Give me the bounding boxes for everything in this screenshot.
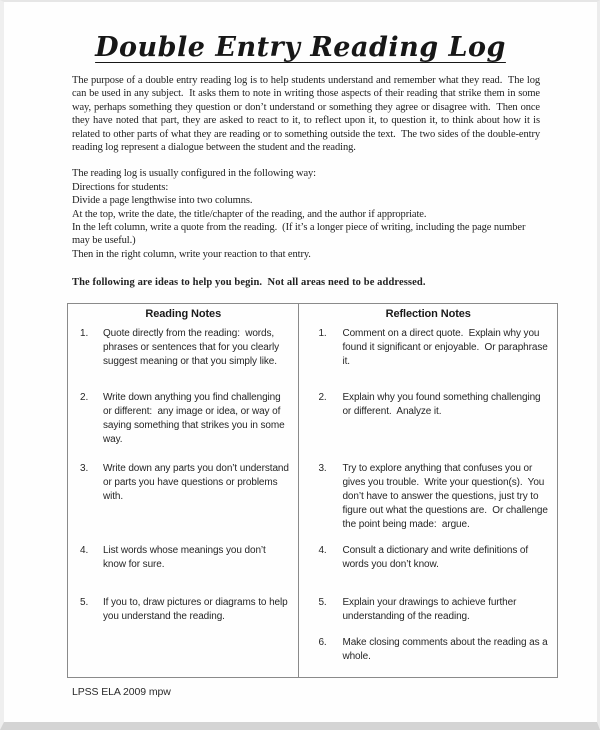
item-number: 5. — [80, 597, 89, 609]
reading-notes-cell — [68, 593, 299, 633]
reading-notes-cell — [68, 541, 299, 593]
reflection-notes-cell — [299, 459, 558, 541]
reading-notes-cell — [68, 324, 299, 388]
item-text: Write down any parts you don’t understand or parts you have questions or problems with. — [103, 463, 292, 503]
item-number: 4. — [318, 545, 327, 557]
item-text: List words whose meanings you don’t know for sure. — [103, 545, 269, 571]
item-number: 3. — [318, 463, 327, 475]
directions-line: Then in the right column, write your reaction to that entry. — [72, 248, 311, 260]
table-row — [68, 593, 558, 633]
item-text: Quote directly from the reading: words, phrases or sentences that for you clearly suggest meaning or that you simply like. — [103, 328, 282, 368]
item-number: 1. — [318, 328, 327, 340]
table-row — [68, 541, 558, 593]
reflection-notes-cell — [299, 541, 558, 593]
item-number: 1. — [80, 328, 89, 340]
item-number: 6. — [318, 637, 327, 649]
reflection-notes-header: Reflection Notes — [385, 307, 471, 320]
item-number: 4. — [80, 545, 89, 557]
item-text: Make closing comments about the reading as a whole. — [342, 637, 551, 663]
item-text: Write down anything you find challenging or different: any image or idea, or way of saying something that strikes you in some way. — [103, 392, 288, 446]
intro-paragraph: The purpose of a double entry reading log is to help students understand and remember what they read. The log can be used in any subject. It asks them to note in writing those aspects of their reading that strike them in some way, perhaps something they question or don’t understand or something they agree or disagree with. Then once they have noted that part, they are asked to react to it, to reflect upon it, to question it, to think about how it is related to other parts of what they are reading or to something outside the text. The two sides of the double-entry reading log represent a dialogue between the student and the reading. — [72, 75, 543, 154]
page-title-text: Double Entry Reading Log — [95, 32, 506, 63]
directions-block — [72, 167, 540, 261]
reading-notes-cell — [68, 388, 299, 459]
item-number: 5. — [318, 597, 327, 609]
directions-line: Divide a page lengthwise into two columns. — [72, 195, 253, 207]
item-text: Comment on a direct quote. Explain why you found it significant or enjoyable. Or paraphrase it. — [342, 328, 551, 368]
footer-note: LPSS ELA 2009 mpw — [72, 685, 171, 698]
reading-notes-cell — [68, 633, 299, 677]
table-header-row — [68, 303, 558, 324]
table-row — [68, 633, 558, 677]
item-number: 2. — [80, 392, 89, 404]
table-row — [68, 324, 558, 388]
directions-line: Directions for students: — [72, 181, 169, 193]
reflection-notes-cell — [299, 324, 558, 388]
reading-notes-header: Reading Notes — [68, 303, 299, 324]
page-title — [4, 32, 597, 63]
reading-notes-cell — [68, 459, 299, 541]
table-row — [68, 459, 558, 541]
reflection-notes-cell — [299, 388, 558, 459]
directions-line: The reading log is usually configured in the following way: — [72, 168, 317, 180]
table-row — [68, 388, 558, 459]
directions-line: At the top, write the date, the title/chapter of the reading, and the author if appropriate. — [72, 208, 427, 220]
notes-table — [67, 303, 558, 678]
reflection-notes-cell — [299, 593, 558, 633]
reflection-notes-cell — [299, 633, 558, 677]
item-number: 3. — [80, 463, 89, 475]
item-text: Explain why you found something challenging or different. Analyze it. — [342, 392, 544, 418]
directions-line: In the left column, write a quote from the reading. (If it’s a longer piece of writing, including the page number may be useful.) — [72, 222, 528, 247]
ideas-intro-line: The following are ideas to help you begin. Not all areas need to be addressed. — [72, 277, 426, 289]
item-text: Explain your drawings to achieve further understanding of the reading. — [342, 597, 520, 623]
item-text: If you to, draw pictures or diagrams to help you understand the reading. — [103, 597, 291, 623]
item-text: Consult a dictionary and write definitions of words you don’t know. — [342, 545, 531, 571]
item-number: 2. — [318, 392, 327, 404]
item-text: Try to explore anything that confuses you or gives you trouble. Write your question(s). You don’t have to answer the questions, just try to figure out what the questions are. Or challenge the point being made: argue. — [342, 463, 551, 531]
